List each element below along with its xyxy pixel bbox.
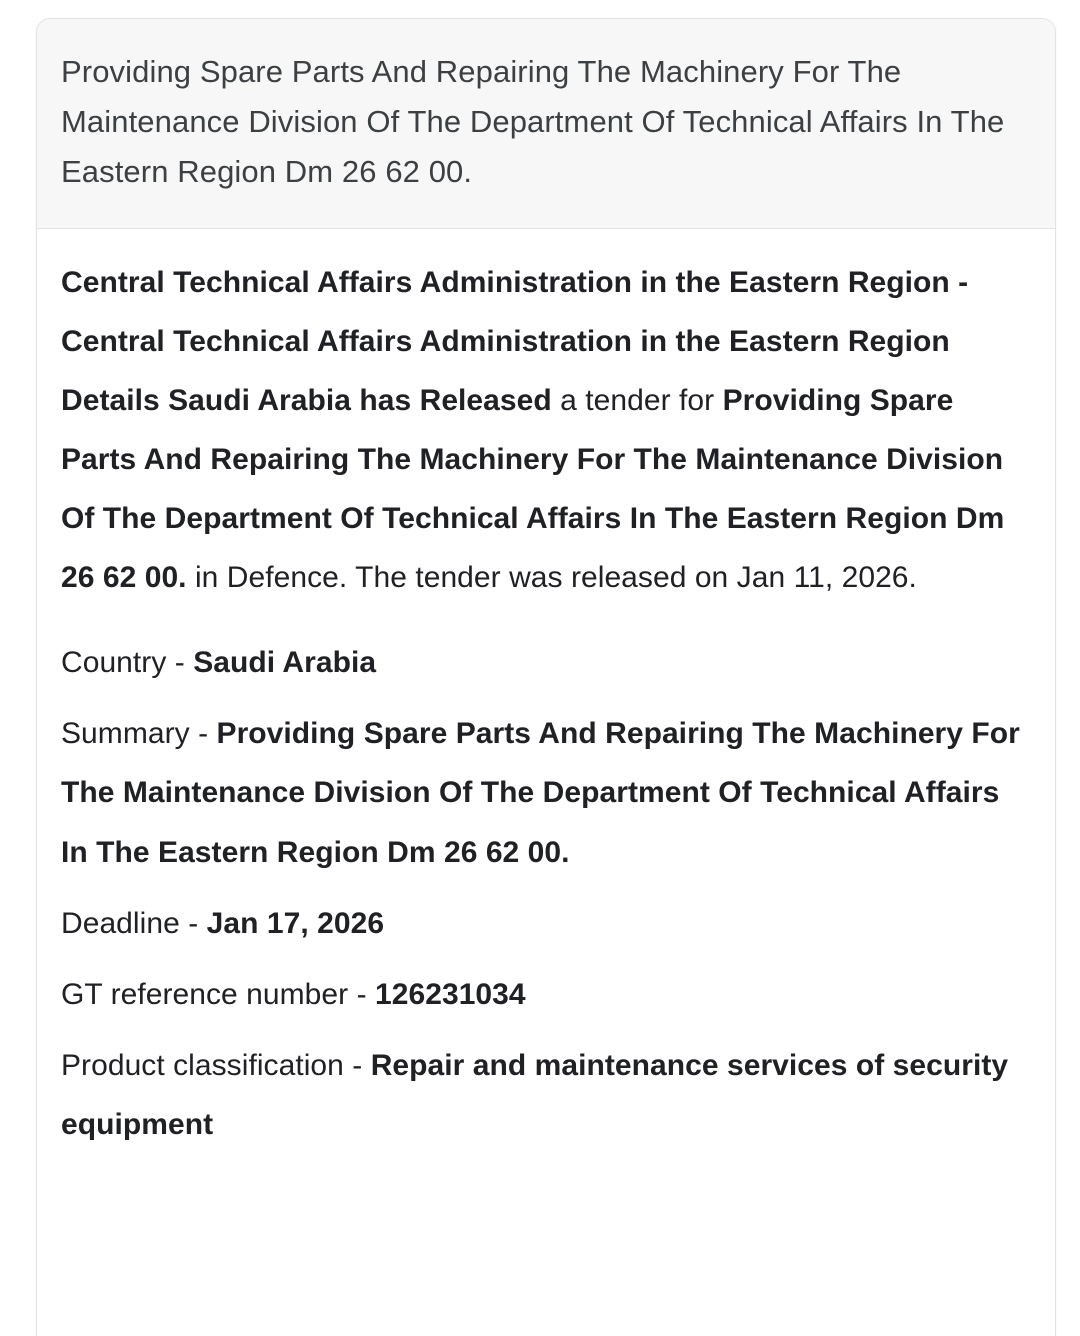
field-gt-reference bbox=[61, 965, 1031, 1024]
tender-detail-card bbox=[36, 18, 1056, 1336]
field-country bbox=[61, 633, 1031, 692]
tender-header bbox=[37, 19, 1055, 229]
description-part-1: Central Technical Affairs Administration in the Eastern Region - Central Technical Affairs Administration in the Eastern Region Details Saudi Arabia has Released bbox=[61, 265, 969, 417]
field-summary-label: Summary bbox=[61, 717, 190, 751]
field-deadline bbox=[61, 894, 1031, 953]
tender-body bbox=[37, 229, 1055, 1186]
field-deadline-value: Jan 17, 2026 bbox=[206, 906, 385, 940]
field-summary-value: Providing Spare Parts And Repairing The Machinery For The Maintenance Division Of The Department Of Technical Affairs In The Eastern Region Dm 26 62 00. bbox=[61, 717, 1020, 869]
field-product-classification-label: Product classification bbox=[61, 1048, 344, 1082]
field-gt-reference-label: GT reference number bbox=[61, 977, 349, 1011]
field-country-label: Country bbox=[61, 646, 167, 680]
field-deadline-label: Deadline bbox=[61, 906, 180, 940]
tender-description bbox=[61, 253, 1031, 608]
description-part-2: a tender for bbox=[551, 383, 723, 417]
field-deadline-separator: - bbox=[179, 906, 207, 940]
field-summary bbox=[61, 704, 1031, 881]
page-title: Providing Spare Parts And Repairing The Machinery For The Maintenance Division Of The Department Of Technical Affairs In The Eastern Region Dm 26 62 00. bbox=[61, 54, 1005, 190]
field-gt-reference-separator: - bbox=[348, 977, 376, 1011]
field-gt-reference-value: 126231034 bbox=[375, 977, 526, 1011]
description-part-4: in Defence. The tender was released on Jan 11, 2026. bbox=[186, 561, 917, 595]
field-product-classification-separator: - bbox=[343, 1048, 371, 1082]
field-country-value: Saudi Arabia bbox=[193, 646, 377, 680]
field-summary-separator: - bbox=[189, 717, 217, 751]
description-part-3: Providing Spare Parts And Repairing The Machinery For The Maintenance Division Of The Department Of Technical Affairs In The Eastern Region Dm 26 62 00. bbox=[61, 383, 1005, 595]
field-product-classification-value: Repair and maintenance services of security equipment bbox=[61, 1048, 1009, 1141]
field-product-classification bbox=[61, 1036, 1031, 1154]
field-country-separator: - bbox=[166, 646, 194, 680]
